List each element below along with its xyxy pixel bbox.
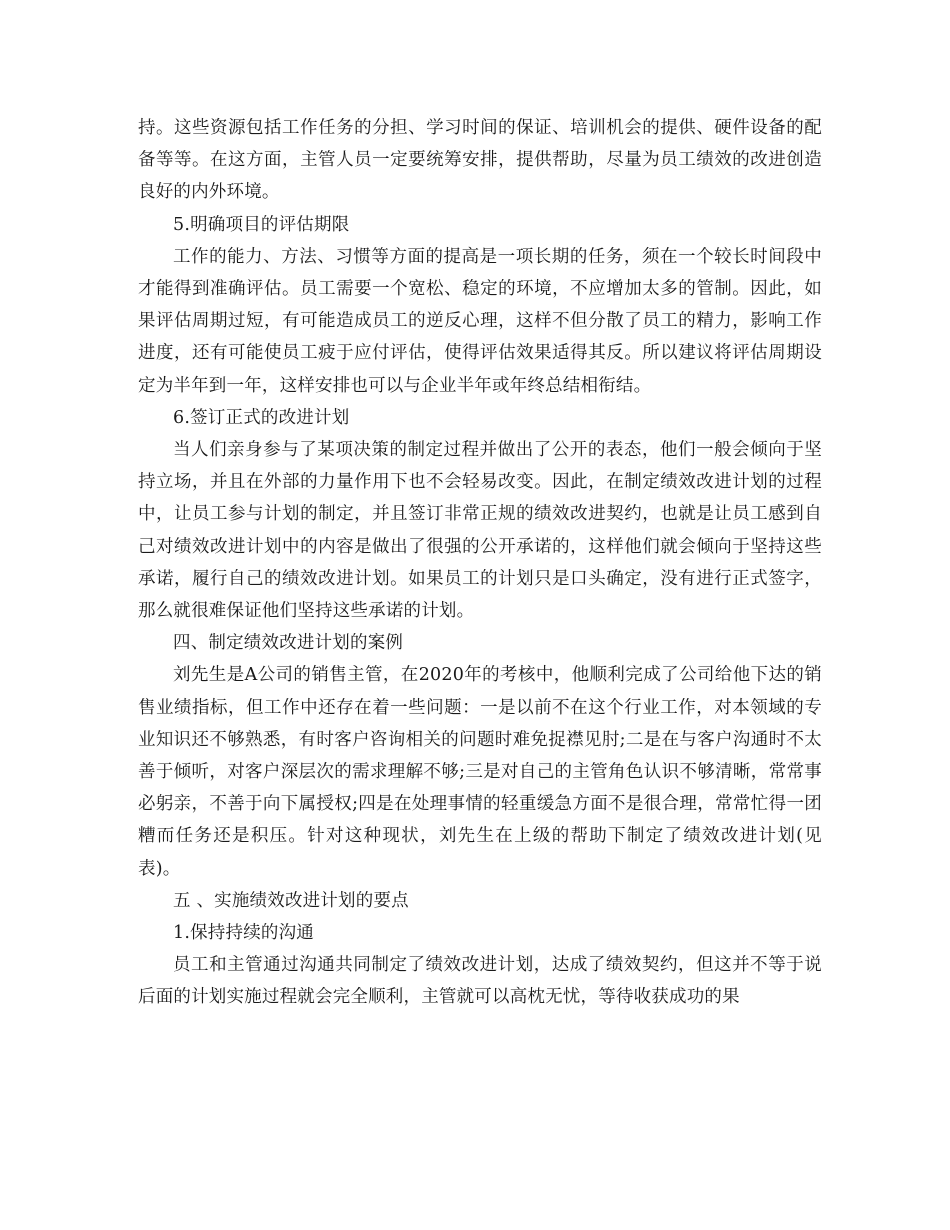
- section-heading-evaluation-period: 5.明确项目的评估期限: [173, 214, 350, 235]
- paragraph-case-study: 刘先生是A公司的销售主管，在2020年的考核中，他顺利完成了公司给他下达的销售业绩指标，但工作中还存在着一些问题：一是以前不在这个行业工作，对本领域的专业知识还不够熟悉，有时客户咨询相关的问题时难免捉襟见肘;二是在与客户沟通时不太善于倾听，对客户深层次的需求理解不够;三是对自己的主管角色认识不够清晰，常常事必躬亲，不善于向下属授权;四是在处理事情的轻重缓急方面不是很合理，常常忙得一团糟而任务还是积压。针对这种现状，刘先生在上级的帮助下制定了绩效改进计划(见表)。: [138, 665, 822, 879]
- paragraph-evaluation-period: 工作的能力、方法、习惯等方面的提高是一项长期的任务，须在一个较长时间段中才能得到准确评估。员工需要一个宽松、稳定的环境，不应增加太多的管制。因此，如果评估周期过短，有可能造成员工的逆反心理，这样不但分散了员工的精力，影响工作进度，还有可能使员工疲于应付评估，使得评估效果适得其反。所以建议将评估周期设定为半年到一年，这样安排也可以与企业半年或年终总结相衔结。: [138, 246, 822, 396]
- section-heading-continuous-communication: 1.保持持续的沟通: [173, 923, 314, 944]
- section-heading-implementation-points: 五 、实施绩效改进计划的要点: [173, 890, 409, 911]
- section-heading-case-study: 四、制定绩效改进计划的案例: [173, 633, 404, 654]
- section-heading-formal-plan: 6.签订正式的改进计划: [173, 407, 350, 428]
- paragraph-formal-plan: 当人们亲身参与了某项决策的制定过程并做出了公开的表态，他们一般会倾向于坚持立场，并且在外部的力量作用下也不会轻易改变。因此，在制定绩效改进计划的过程中，让员工参与计划的制定，并且签订非常正规的绩效改进契约，也就是让员工感到自己对绩效改进计划中的内容是做出了很强的公开承诺的，这样他们就会倾向于坚持这些承诺，履行自己的绩效改进计划。如果员工的计划只是口头确定，没有进行正式签字，那么就很难保证他们坚持这些承诺的计划。: [138, 440, 822, 622]
- paragraph-continuous-communication: 员工和主管通过沟通共同制定了绩效改进计划，达成了绩效契约，但这并不等于说后面的计划实施过程就会完全顺利，主管就可以高枕无忧，等待收获成功的果: [138, 955, 822, 1008]
- document-body: [138, 112, 822, 1014]
- paragraph-resources-continuation: 持。这些资源包括工作任务的分担、学习时间的保证、培训机会的提供、硬件设备的配备等等。在这方面，主管人员一定要统筹安排，提供帮助，尽量为员工绩效的改进创造良好的内外环境。: [138, 118, 822, 203]
